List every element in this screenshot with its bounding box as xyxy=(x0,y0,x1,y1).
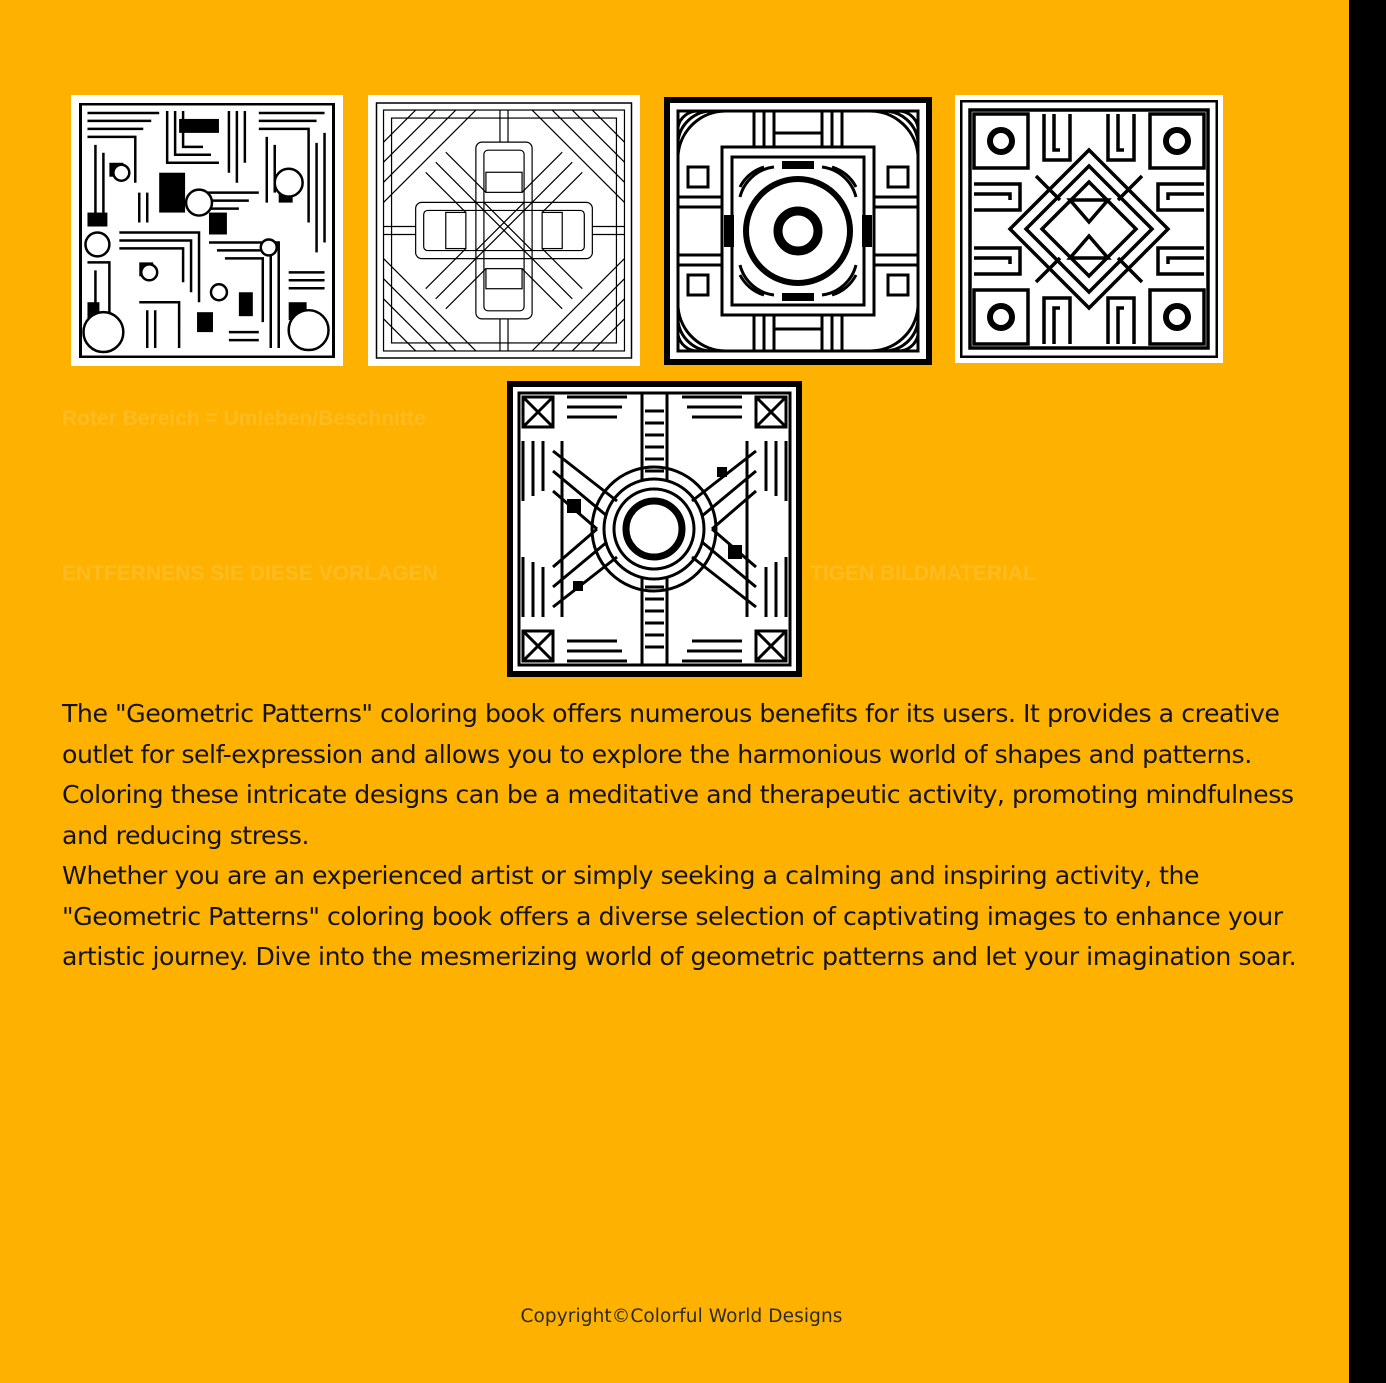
copyright-footer: Copyright©Colorful World Designs xyxy=(520,1306,843,1327)
watermark-heading: TIGEN BILDMATERIAL xyxy=(810,562,1036,585)
watermark-heading: Roter Bereich = Umleben/Beschnitte xyxy=(62,407,426,430)
art-deco-sunburst-pattern-icon xyxy=(507,381,802,677)
art-deco-circle-pattern-icon xyxy=(664,97,932,365)
book-spine-edge xyxy=(1349,0,1386,1383)
description-paragraph-1: The "Geometric Patterns" coloring book offers numerous benefits for its users. It provides a creative outlet for self-expression and allows you to explore the harmonious world of shapes and patterns. Coloring these intricate designs can be a meditative and therapeutic activity, promoting mindfulness and reducing stress. xyxy=(62,699,1294,850)
watermark-heading: ENTFERNENS SIE DIESE VORLAGEN xyxy=(62,562,438,585)
description-paragraph-2: Whether you are an experienced artist or simply seeking a calming and inspiring activity, the "Geometric Patterns" coloring book offers a diverse selection of captivating images to enhance your artistic journey. Dive into the mesmerizing world of geometric patterns and let your imagination soar. xyxy=(62,861,1297,971)
diamond-square-pattern-icon xyxy=(960,100,1218,358)
coloring-page-thumbnail-2[interactable] xyxy=(368,95,640,366)
coloring-page-thumbnail-1[interactable] xyxy=(71,95,343,366)
coloring-page-thumbnail-3[interactable] xyxy=(664,97,932,365)
woven-lattice-pattern-icon xyxy=(375,102,633,359)
book-description xyxy=(62,694,1322,978)
coloring-page-thumbnail-4[interactable] xyxy=(955,95,1223,363)
maze-pattern-icon xyxy=(79,103,335,358)
coloring-page-thumbnail-5[interactable] xyxy=(507,381,802,677)
